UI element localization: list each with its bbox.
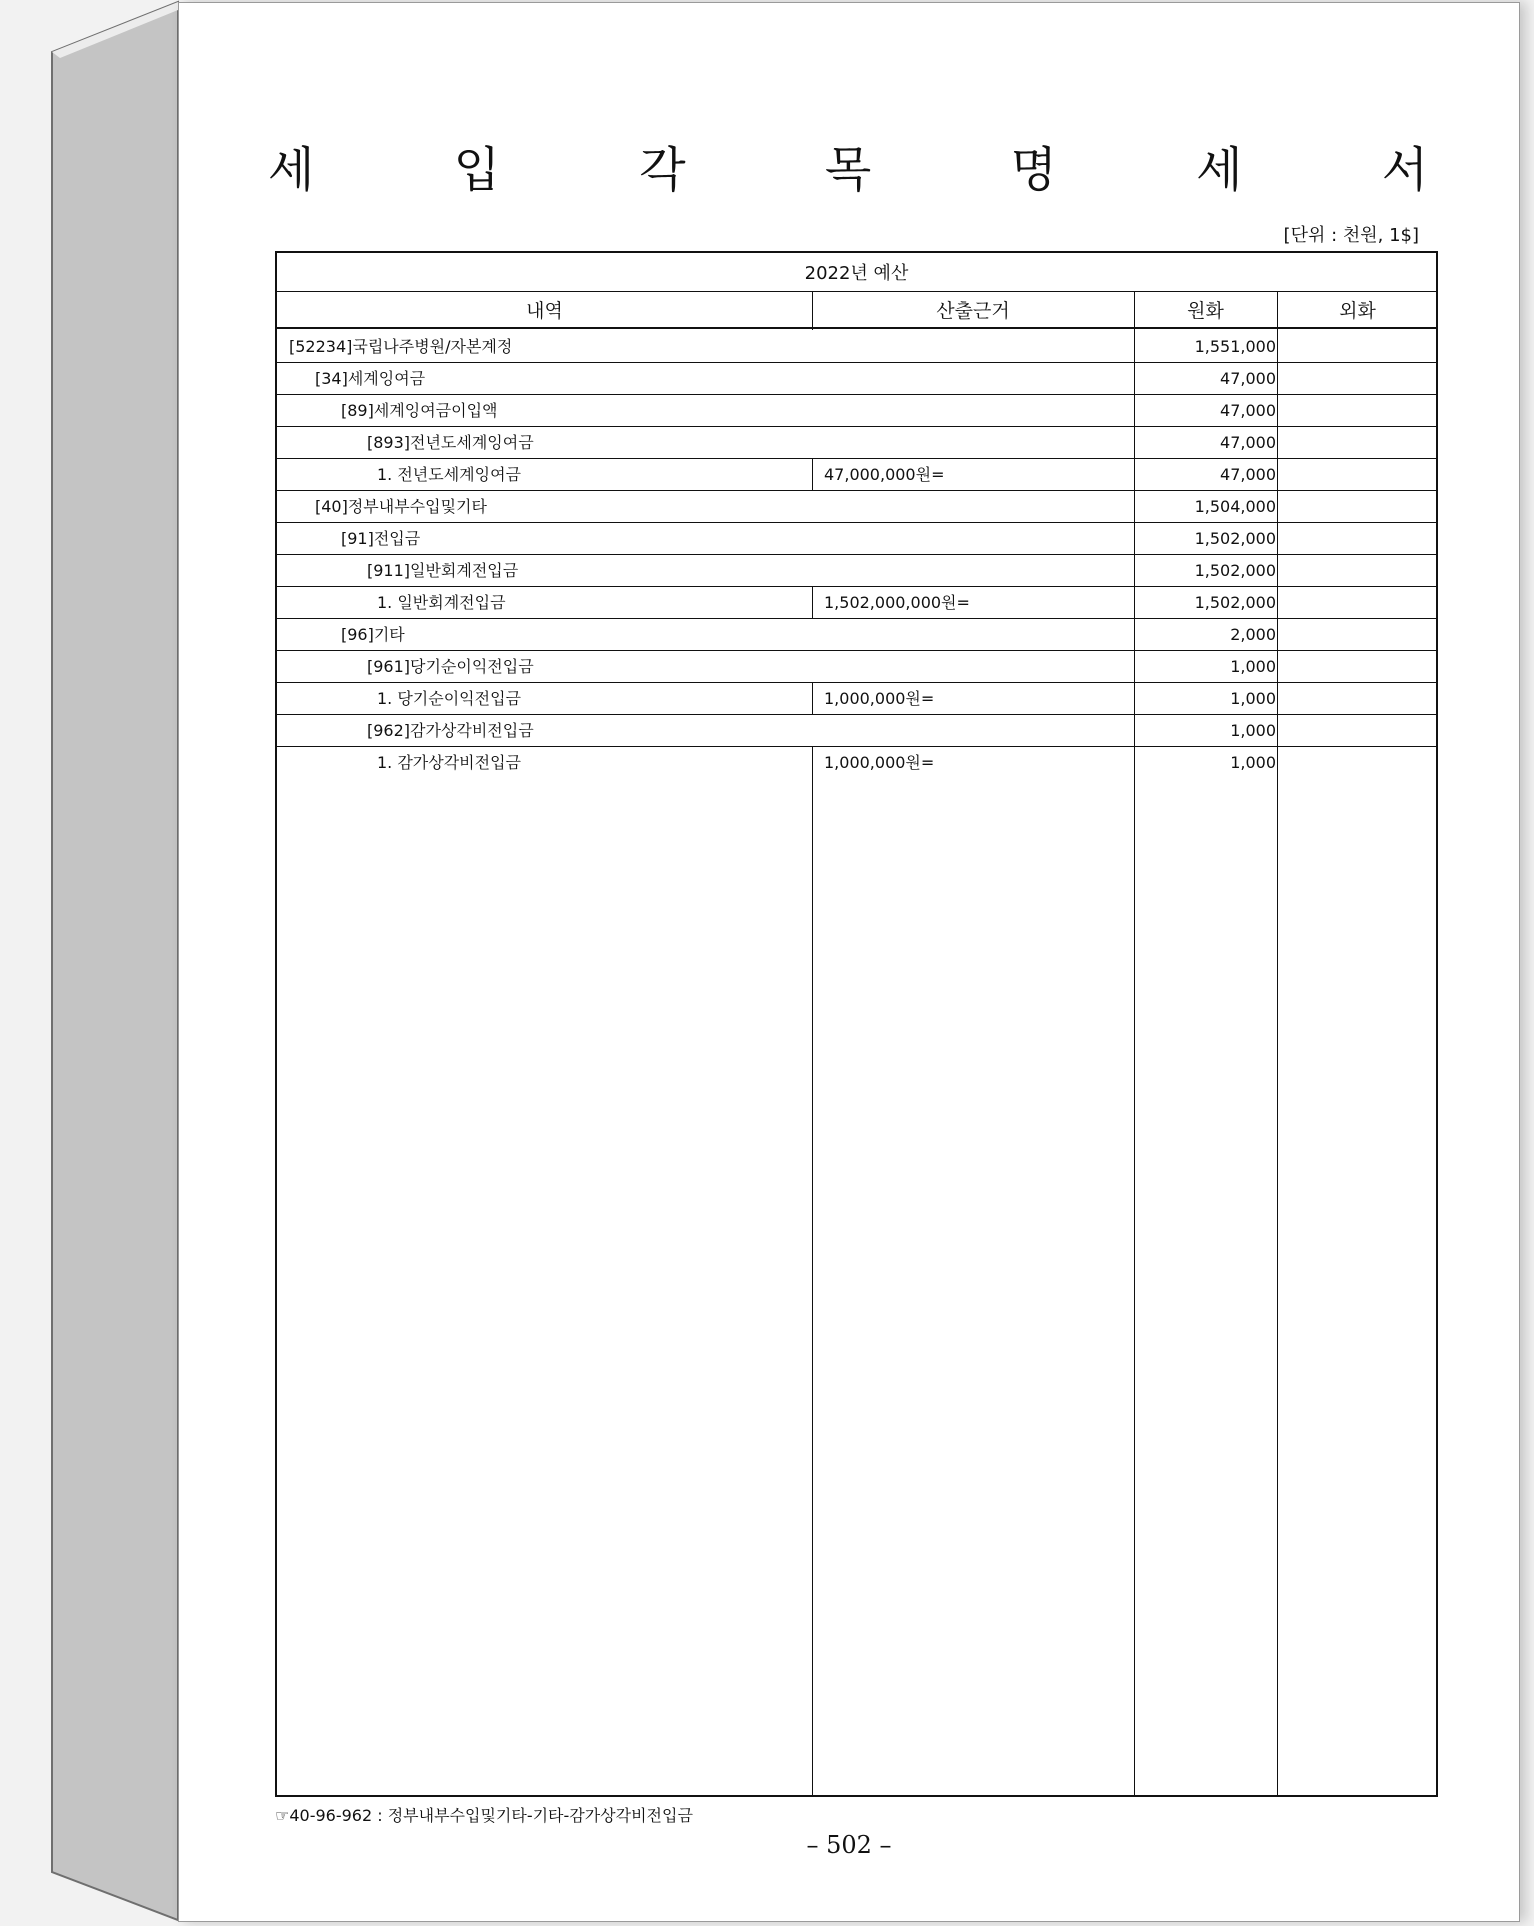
column-header-foreign: 외화 xyxy=(1277,291,1438,329)
column-header-won: 원화 xyxy=(1134,291,1277,329)
row-won-amount: 47,000 xyxy=(1220,401,1276,420)
table-row xyxy=(277,747,1436,779)
row-foreign-amount xyxy=(1277,587,1438,618)
table-row xyxy=(277,619,1436,651)
row-foreign-amount xyxy=(1277,555,1438,586)
row-won-amount: 1,502,000 xyxy=(1194,529,1276,548)
row-foreign-amount xyxy=(1277,427,1438,458)
row-description: [91]전입금 xyxy=(341,529,421,548)
budget-table xyxy=(275,251,1438,1797)
row-foreign-amount xyxy=(1277,619,1438,650)
row-won-amount: 47,000 xyxy=(1220,433,1276,452)
row-description: [961]당기순이익전입금 xyxy=(367,657,534,676)
row-basis: 1,502,000,000원= xyxy=(824,593,970,612)
row-won-amount: 1,551,000 xyxy=(1194,337,1276,356)
footnote: ☞40-96-962 : 정부내부수입및기타-기타-감가상각비전입금 xyxy=(275,1806,693,1825)
row-description: [34]세계잉여금 xyxy=(315,369,426,388)
column-divider xyxy=(812,747,813,1795)
row-basis: 1,000,000원= xyxy=(824,753,935,772)
table-row xyxy=(277,331,1436,363)
table-row xyxy=(277,395,1436,427)
row-won-amount: 1,502,000 xyxy=(1194,593,1276,612)
table-row xyxy=(277,587,1436,619)
year-header: 2022년 예산 xyxy=(277,253,1436,292)
row-foreign-amount xyxy=(1277,395,1438,426)
row-foreign-amount xyxy=(1277,683,1438,714)
row-foreign-amount xyxy=(1277,523,1438,554)
table-row xyxy=(277,491,1436,523)
row-description: 1. 당기순이익전입금 xyxy=(377,689,521,708)
row-foreign-amount xyxy=(1277,715,1438,746)
row-won-amount: 1,000 xyxy=(1230,753,1276,772)
document-page xyxy=(178,2,1520,1922)
row-description: 1. 감가상각비전입금 xyxy=(377,753,521,772)
column-divider xyxy=(812,587,813,619)
column-header-description: 내역 xyxy=(277,291,812,329)
row-foreign-amount xyxy=(1277,331,1438,362)
table-row xyxy=(277,427,1436,459)
row-won-amount: 1,000 xyxy=(1230,721,1276,740)
row-won-amount: 1,000 xyxy=(1230,657,1276,676)
row-description: [911]일반회계전입금 xyxy=(367,561,519,580)
column-header-basis: 산출근거 xyxy=(812,291,1134,329)
row-foreign-amount xyxy=(1277,747,1438,778)
page-title: 세 입 각 목 명 세 서 xyxy=(267,142,1491,198)
table-row xyxy=(277,459,1436,491)
row-description: [962]감가상각비전입금 xyxy=(367,721,534,740)
table-row xyxy=(277,523,1436,555)
row-description: 1. 전년도세계잉여금 xyxy=(377,465,521,484)
row-foreign-amount xyxy=(1277,651,1438,682)
row-description: [89]세계잉여금이입액 xyxy=(341,401,498,420)
row-foreign-amount xyxy=(1277,491,1438,522)
column-divider xyxy=(812,683,813,715)
table-row xyxy=(277,363,1436,395)
row-description: [96]기타 xyxy=(341,625,405,644)
row-basis: 1,000,000원= xyxy=(824,689,935,708)
row-description: 1. 일반회계전입금 xyxy=(377,593,506,612)
row-won-amount: 2,000 xyxy=(1230,625,1276,644)
table-row xyxy=(277,555,1436,587)
row-won-amount: 47,000 xyxy=(1220,369,1276,388)
column-divider xyxy=(812,459,813,491)
page-number: – 502 – xyxy=(806,1831,892,1859)
unit-note: [단위 : 천원, 1$] xyxy=(1283,225,1419,246)
row-description: [893]전년도세계잉여금 xyxy=(367,433,534,452)
row-description: [52234]국립나주병원/자본계정 xyxy=(289,337,513,356)
table-row xyxy=(277,651,1436,683)
column-divider xyxy=(1134,291,1135,1795)
column-divider xyxy=(1277,291,1278,1795)
table-row xyxy=(277,715,1436,747)
row-foreign-amount xyxy=(1277,363,1438,394)
row-won-amount: 47,000 xyxy=(1220,465,1276,484)
row-won-amount: 1,502,000 xyxy=(1194,561,1276,580)
row-basis: 47,000,000원= xyxy=(824,465,945,484)
row-foreign-amount xyxy=(1277,459,1438,490)
table-row xyxy=(277,683,1436,715)
row-won-amount: 1,000 xyxy=(1230,689,1276,708)
row-won-amount: 1,504,000 xyxy=(1194,497,1276,516)
column-divider xyxy=(812,291,813,330)
row-description: [40]정부내부수입및기타 xyxy=(315,497,487,516)
